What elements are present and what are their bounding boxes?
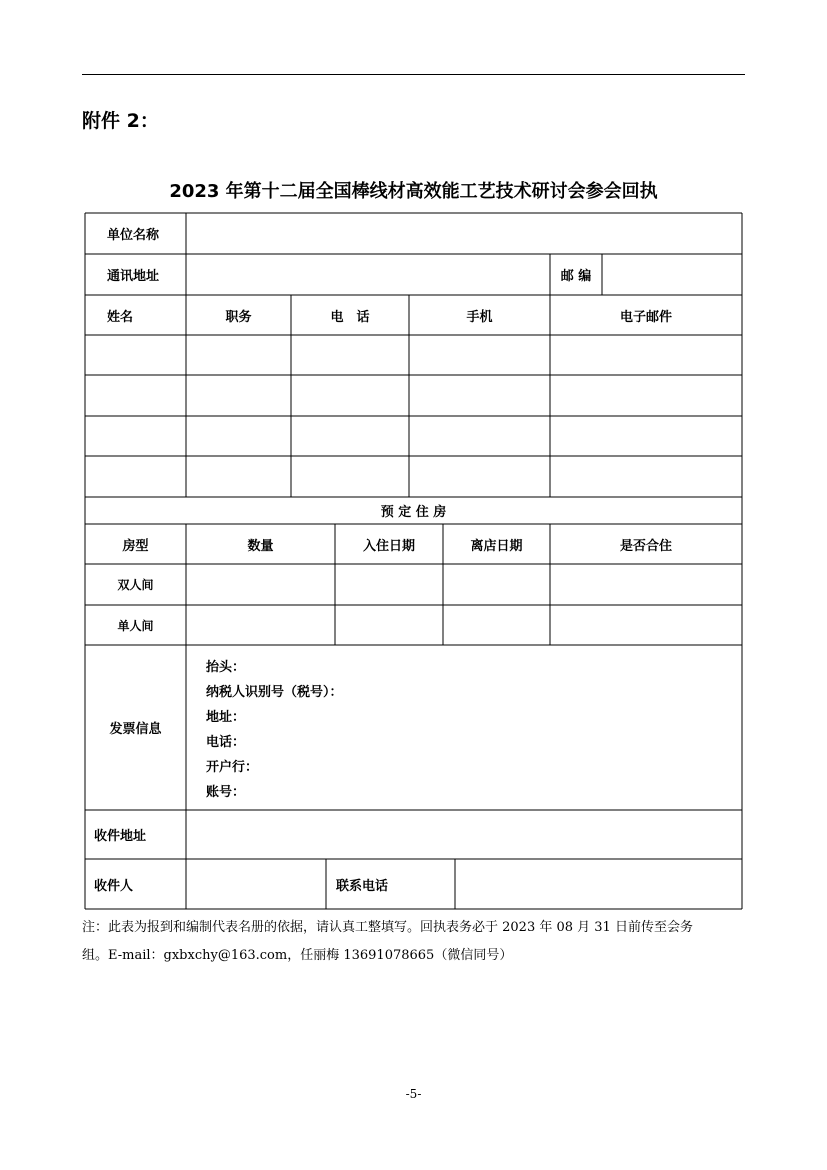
room-row-double[interactable] <box>187 565 741 604</box>
postcode-label: 邮 编 <box>560 269 592 284</box>
footnote <box>82 914 745 970</box>
booking-header: 预 定 住 房 <box>380 505 447 520</box>
header-phone: 电 话 <box>330 309 370 325</box>
room-header-checkin: 入住日期 <box>362 538 415 554</box>
address-label: 通讯地址 <box>107 269 160 284</box>
contact-phone-label: 联系电话 <box>336 878 389 894</box>
contact-phone-field[interactable] <box>456 860 741 908</box>
invoice-fields[interactable] <box>206 655 343 805</box>
address-field[interactable] <box>187 255 549 295</box>
attendee-row-3[interactable] <box>86 417 741 456</box>
invoice-label: 发票信息 <box>109 722 162 737</box>
header-name: 姓名 <box>107 309 134 325</box>
invoice-phone-field[interactable]: 电话： <box>206 735 246 750</box>
invoice-title-field[interactable]: 抬头： <box>206 660 246 675</box>
room-header-quantity: 数量 <box>247 538 274 554</box>
recipient-label: 收件人 <box>94 878 134 894</box>
postcode-field[interactable] <box>603 255 741 295</box>
room-row-single[interactable] <box>187 606 741 645</box>
header-mobile: 手机 <box>466 309 493 325</box>
invoice-taxid-field[interactable]: 纳税人识别号（税号）： <box>206 685 343 700</box>
delivery-address-field[interactable] <box>187 811 741 859</box>
room-type-double: 双人间 <box>117 578 154 592</box>
attendee-row-4[interactable] <box>86 457 741 496</box>
attendee-row-2[interactable] <box>86 376 741 415</box>
delivery-address-label: 收件地址 <box>94 829 147 844</box>
attachment-label: 附件 2： <box>82 110 159 132</box>
room-header-checkout: 离店日期 <box>470 538 523 554</box>
footnote-line-2: 组。E-mail：gxbxchy@163.com，任丽梅 13691078665（微信同号） <box>82 948 513 963</box>
unit-name-field[interactable] <box>187 214 741 254</box>
room-type-single: 单人间 <box>117 618 154 633</box>
form-title: 2023 年第十二届全国棒线材高效能工艺技术研讨会参会回执 <box>169 181 658 202</box>
header-rule <box>82 74 745 75</box>
invoice-bank-field[interactable]: 开户行： <box>206 760 259 775</box>
footnote-line-1: 注：此表为报到和编制代表名册的依据，请认真工整填写。回执表务必于 2023 年 08 月 31 日前传至会务 <box>82 920 693 935</box>
attendee-row-1[interactable] <box>86 336 741 375</box>
header-position: 职务 <box>225 309 252 325</box>
unit-name-label: 单位名称 <box>107 228 160 243</box>
invoice-address-field[interactable]: 地址： <box>206 710 246 725</box>
recipient-field[interactable] <box>187 860 325 908</box>
header-email: 电子邮件 <box>619 309 672 325</box>
room-header-type: 房型 <box>122 538 149 554</box>
room-header-sharing: 是否合住 <box>619 538 672 554</box>
invoice-account-field[interactable]: 账号： <box>206 785 246 800</box>
page-number: -5- <box>405 1087 422 1101</box>
